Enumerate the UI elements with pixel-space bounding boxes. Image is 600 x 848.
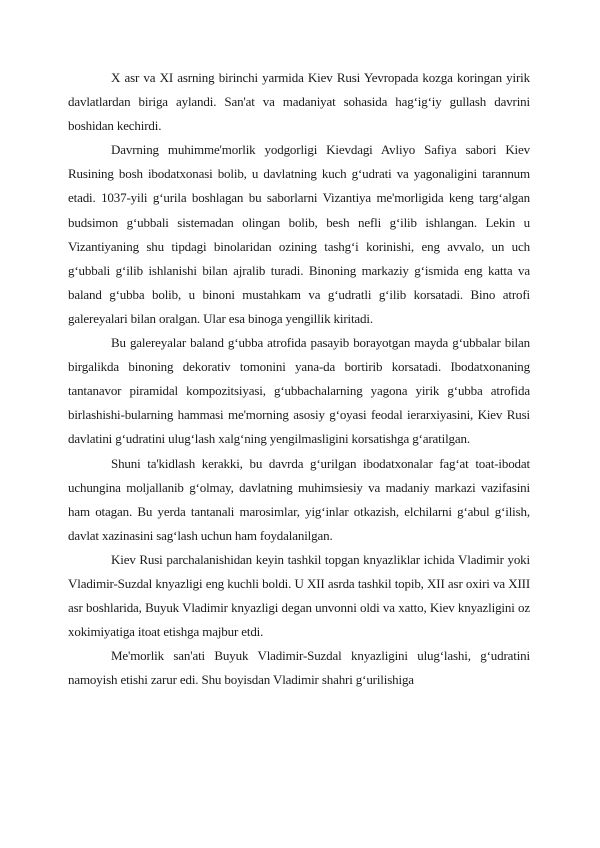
paragraph-1: X asr va XI asrning birinchi yarmida Kiev Rusi Yevropada kozga koringan yirik davlatlardan biriga aylandi. San'at va madaniyat sohasida hag‘ig‘iy gullash davrini boshidan kechirdi. — [68, 70, 530, 134]
document-page — [68, 66, 530, 692]
paragraph-6: Me'morlik san'ati Buyuk Vladimir-Suzdal knyazligini ulug‘lashi, g‘udratini namoyish etishi zarur edi. Shu boyisdan Vladimir shahri g‘urilishiga — [68, 648, 530, 688]
paragraph-5: Kiev Rusi parchalanishidan keyin tashkil topgan knyazliklar ichida Vladimir yoki Vladimir-Suzdal knyazligi eng kuchli boldi. U XII asrda tashkil topib, XII asr oxiri va XIII asr boshlarida, Buyuk Vladimir knyazligi degan unvonni oldi va xatto, Kiev knyazligini oz xokimiyatiga itoat etishga majbur etdi. — [68, 551, 530, 640]
paragraph-2: Davrning muhimme'morlik yodgorligi Kievdagi Avliyo Safiya sabori Kiev Rusining bosh ibodatxonasi bolib, u davlatning kuch g‘udrati va yagonaligini tarannum etadi. 1037-yili g‘urila boshlagan bu saborlarni Vizantiya me'morligida keng targ‘algan budsimon g‘ubbali sistemadan olingan bolib, besh nefli g‘ilib ishlangan. Lekin u Vizantiyaning shu tipdagi binolaridan ozining tashg‘i korinishi, eng avvalo, un uch g‘ubbali g‘ilib ishlanishi bilan ajralib turadi. Binoning markaziy g‘ismida eng katta va baland g‘ubba bolib, u binoni mustahkam va g‘udratli g‘ilib korsatadi. Bino atrofi galereyalari bilan oralgan. Ular esa binoga yengillik kiritadi. — [68, 142, 530, 326]
paragraph-3: Bu galereyalar baland g‘ubba atrofida pasayib borayotgan mayda g‘ubbalar bilan birgalikda binoning dekorativ tomonini yana-da bortirib korsatadi. Ibodatxonaning tantanavor piramidal kompozitsiyasi, g‘ubbachalarning yagona yirik g‘ubba atrofida birlashishi-bularning hammasi me'morning asosiy g‘oyasi feodal ierarxiyasini, Kiev Rusi davlatini g‘udratini ulug‘lash xalg‘ning yengilmasligini korsatishga g‘aratilgan. — [68, 335, 530, 447]
paragraph-4: Shuni ta'kidlash kerakki, bu davrda g‘urilgan ibodatxonalar fag‘at toat-ibodat uchungina moljallanib g‘olmay, davlatning muhimsiesiy va madaniy markazi vazifasini ham otagan. Bu yerda tantanali marosimlar, yig‘inlar otkazish, elchilarni g‘abul g‘ilish, davlat xazinasini sag‘lash uchun ham foydalanilgan. — [68, 455, 530, 543]
